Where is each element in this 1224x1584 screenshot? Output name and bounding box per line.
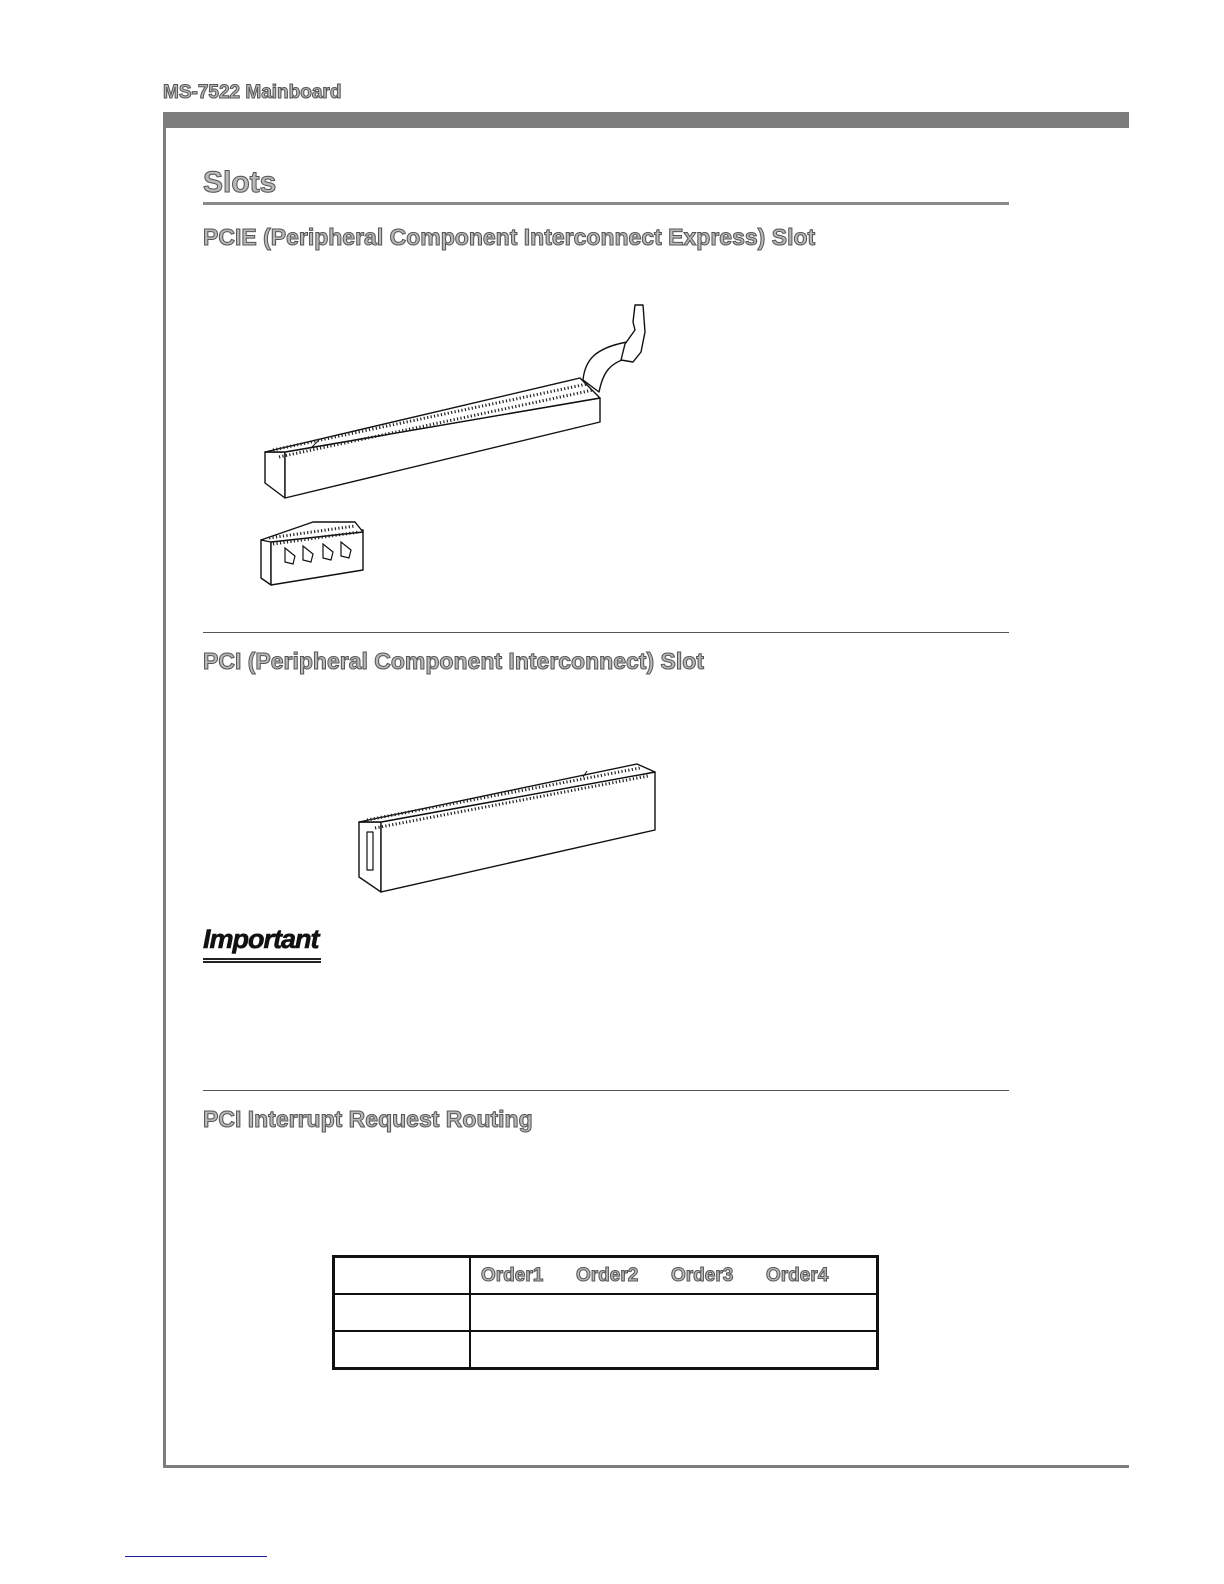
table-row-label-cell — [334, 1294, 471, 1331]
irq-routing-table — [332, 1255, 879, 1370]
pci-front-slot — [367, 832, 373, 870]
pcie-latch-arm — [621, 305, 645, 362]
left-border-rule — [163, 112, 166, 1468]
pcie-section-rule — [203, 632, 1009, 633]
table-row-label-cell — [334, 1331, 471, 1369]
pcie-section-heading: PCIE (Peripheral Component Interconnect Express) Slot — [203, 224, 816, 250]
footer-link-underline — [125, 1556, 267, 1557]
important-underline — [203, 958, 321, 963]
header-bar — [163, 112, 1129, 128]
table-header-row — [334, 1257, 878, 1295]
table-corner-cell — [334, 1257, 471, 1295]
irq-section-heading: PCI Interrupt Request Routing — [203, 1106, 533, 1132]
table-row-value-cell — [470, 1331, 878, 1369]
pcie-x1-front-face — [261, 540, 271, 585]
table-row — [334, 1294, 878, 1331]
pci-section-rule — [203, 1090, 1009, 1091]
order4-header: Order4 — [766, 1264, 829, 1286]
order1-header: Order1 — [481, 1264, 544, 1286]
order2-header: Order2 — [576, 1264, 639, 1286]
page-title: Slots — [203, 166, 277, 199]
order3-header: Order3 — [671, 1264, 734, 1286]
pci-slot-illustration — [355, 758, 665, 898]
running-header: MS-7522 Mainboard — [163, 82, 342, 103]
table-row-value-cell — [470, 1294, 878, 1331]
bottom-border-rule — [163, 1465, 1129, 1468]
pcie-slot-illustration — [255, 300, 675, 610]
order-header-cell — [470, 1257, 878, 1295]
table-row — [334, 1331, 878, 1369]
important-label: Important — [203, 924, 319, 954]
pcie-latch — [583, 342, 628, 392]
pci-section-heading: PCI (Peripheral Component Interconnect) Slot — [203, 648, 704, 674]
title-rule — [203, 202, 1009, 205]
pcie-x16-front-face — [265, 452, 285, 498]
